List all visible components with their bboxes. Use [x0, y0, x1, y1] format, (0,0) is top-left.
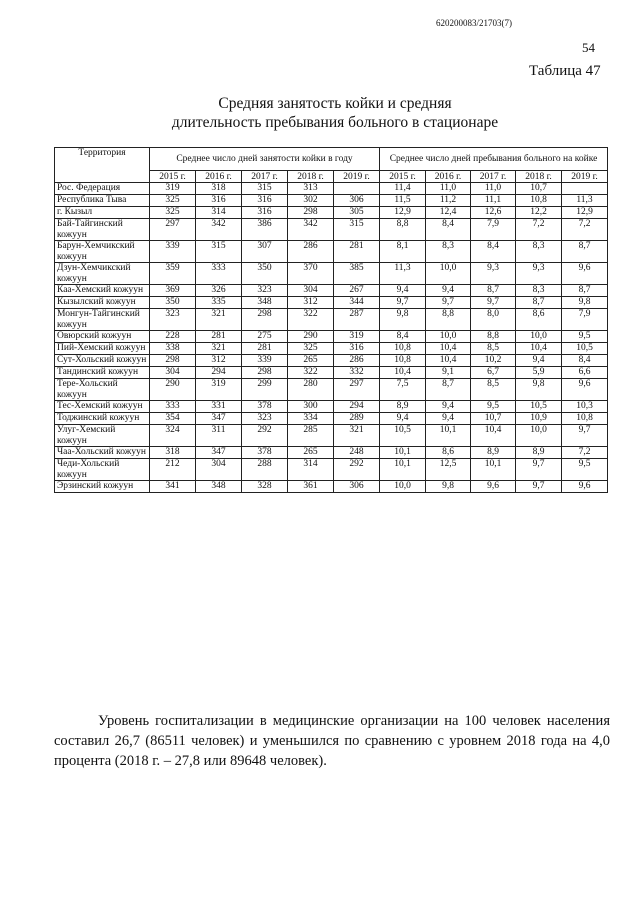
title-line-1: Средняя занятость койки и средняя	[218, 95, 452, 112]
bed-days-cell: 248	[334, 447, 380, 459]
stay-days-cell: 9,4	[426, 413, 471, 425]
table-row	[55, 207, 608, 219]
bed-days-cell: 292	[242, 425, 288, 447]
table-row	[55, 413, 608, 425]
bed-days-cell: 306	[334, 195, 380, 207]
page-number: 54	[582, 40, 595, 55]
bed-days-cell: 319	[334, 331, 380, 343]
stay-days-cell: 10,0	[426, 263, 471, 285]
table-label: Таблица 47	[529, 63, 601, 79]
stay-days-cell: 5,9	[516, 367, 562, 379]
bed-days-cell: 335	[196, 297, 242, 309]
year-header: 2019 г.	[334, 171, 380, 183]
bed-days-cell: 315	[242, 183, 288, 195]
bed-days-cell: 304	[196, 459, 242, 481]
bed-days-cell: 359	[150, 263, 196, 285]
summary-text: Уровень госпитализации в медицинские организации на 100 человек населения составил 26,7 (86511 человек) и уменьшился по сравнению с уровнем 2018 года на 4,0 процента (2018 г. – 27,8 или 89648 человек).	[54, 713, 610, 769]
stay-days-cell: 10,1	[380, 447, 426, 459]
stay-days-cell: 10,0	[426, 331, 471, 343]
bed-days-cell: 369	[150, 285, 196, 297]
stay-days-cell: 8,7	[516, 297, 562, 309]
stay-days-cell: 8,1	[380, 241, 426, 263]
stay-days-cell: 10,0	[516, 331, 562, 343]
stay-days-cell: 10,1	[380, 459, 426, 481]
bed-days-cell: 341	[150, 481, 196, 493]
header-patient-stay: Среднее число дней пребывания больного на койке	[380, 148, 608, 171]
bed-days-cell: 290	[150, 379, 196, 401]
bed-days-cell: 325	[288, 343, 334, 355]
stay-days-cell: 9,7	[380, 297, 426, 309]
stay-days-cell: 10,5	[562, 343, 608, 355]
stay-days-cell: 10,3	[562, 401, 608, 413]
bed-days-cell: 318	[150, 447, 196, 459]
doc-id: 620200083/21703(7)	[436, 18, 512, 28]
bed-days-cell: 322	[288, 367, 334, 379]
bed-days-cell: 304	[150, 367, 196, 379]
header-territory: Территория	[55, 148, 150, 183]
bed-days-cell: 265	[288, 355, 334, 367]
stay-days-cell: 10,9	[516, 413, 562, 425]
stay-days-cell: 10,7	[516, 183, 562, 195]
bed-days-cell: 298	[242, 367, 288, 379]
bed-days-cell: 322	[288, 309, 334, 331]
bed-days-cell: 325	[150, 207, 196, 219]
territory-cell: Барун-Хемчикский кожуун	[55, 241, 150, 263]
table-row	[55, 297, 608, 309]
bed-days-cell: 281	[242, 343, 288, 355]
bed-days-cell: 342	[288, 219, 334, 241]
bed-days-cell: 319	[196, 379, 242, 401]
bed-days-cell: 386	[242, 219, 288, 241]
bed-days-cell: 314	[288, 459, 334, 481]
territory-cell: Пий-Хемский кожуун	[55, 343, 150, 355]
stay-days-cell: 10,1	[426, 425, 471, 447]
bed-days-cell: 385	[334, 263, 380, 285]
bed-days-cell: 342	[196, 219, 242, 241]
bed-days-cell	[334, 183, 380, 195]
bed-days-cell: 212	[150, 459, 196, 481]
bed-days-cell: 348	[196, 481, 242, 493]
stay-days-cell: 9,7	[516, 459, 562, 481]
stay-days-cell: 10,4	[426, 355, 471, 367]
stay-days-cell: 8,9	[380, 401, 426, 413]
stay-days-cell: 8,8	[426, 309, 471, 331]
stay-days-cell: 10,8	[380, 343, 426, 355]
bed-days-cell: 265	[288, 447, 334, 459]
stay-days-cell: 11,3	[380, 263, 426, 285]
stay-days-cell: 9,5	[562, 459, 608, 481]
bed-days-cell: 326	[196, 285, 242, 297]
bed-days-cell: 313	[288, 183, 334, 195]
bed-days-cell: 339	[242, 355, 288, 367]
table-row	[55, 331, 608, 343]
bed-days-cell: 321	[196, 309, 242, 331]
bed-days-cell: 304	[288, 285, 334, 297]
header-bed-occupancy: Среднее число дней занятости койки в году	[150, 148, 380, 171]
bed-days-cell: 312	[196, 355, 242, 367]
stay-days-cell: 9,8	[516, 379, 562, 401]
bed-days-cell: 275	[242, 331, 288, 343]
stay-days-cell: 8,4	[380, 331, 426, 343]
bed-days-cell: 350	[242, 263, 288, 285]
stay-days-cell: 8,8	[471, 331, 516, 343]
bed-days-cell: 378	[242, 401, 288, 413]
bed-days-cell: 318	[196, 183, 242, 195]
stay-days-cell: 9,5	[562, 331, 608, 343]
bed-days-cell: 321	[196, 343, 242, 355]
stay-days-cell: 9,3	[471, 263, 516, 285]
territory-cell: Рос. Федерация	[55, 183, 150, 195]
summary-paragraph	[54, 711, 610, 771]
stay-days-cell: 8,3	[516, 285, 562, 297]
table-row	[55, 459, 608, 481]
stay-days-cell: 12,4	[426, 207, 471, 219]
stay-days-cell: 6,6	[562, 367, 608, 379]
stay-days-cell: 9,8	[562, 297, 608, 309]
stay-days-cell: 9,7	[426, 297, 471, 309]
stay-days-cell: 9,8	[426, 481, 471, 493]
bed-days-cell: 331	[196, 401, 242, 413]
stay-days-cell: 10,0	[380, 481, 426, 493]
stay-days-cell: 9,4	[516, 355, 562, 367]
stay-days-cell: 8,4	[471, 241, 516, 263]
stay-days-cell: 10,8	[380, 355, 426, 367]
bed-days-cell: 348	[242, 297, 288, 309]
bed-days-cell: 344	[334, 297, 380, 309]
stay-days-cell: 11,3	[562, 195, 608, 207]
stay-days-cell	[562, 183, 608, 195]
stay-days-cell: 8,4	[426, 219, 471, 241]
table-row	[55, 285, 608, 297]
year-header: 2016 г.	[426, 171, 471, 183]
hospital-stay-table	[54, 147, 608, 493]
bed-days-cell: 294	[334, 401, 380, 413]
bed-days-cell: 307	[242, 241, 288, 263]
bed-days-cell: 370	[288, 263, 334, 285]
bed-days-cell: 280	[288, 379, 334, 401]
stay-days-cell: 10,5	[380, 425, 426, 447]
table-row	[55, 481, 608, 493]
year-header: 2015 г.	[150, 171, 196, 183]
bed-days-cell: 347	[196, 447, 242, 459]
table-row	[55, 263, 608, 285]
stay-days-cell: 8,9	[516, 447, 562, 459]
bed-days-cell: 297	[150, 219, 196, 241]
territory-cell: Овюрский кожуун	[55, 331, 150, 343]
bed-days-cell: 321	[334, 425, 380, 447]
stay-days-cell: 11,5	[380, 195, 426, 207]
bed-days-cell: 290	[288, 331, 334, 343]
bed-days-cell: 315	[196, 241, 242, 263]
stay-days-cell: 9,5	[471, 401, 516, 413]
stay-days-cell: 12,6	[471, 207, 516, 219]
bed-days-cell: 378	[242, 447, 288, 459]
bed-days-cell: 286	[334, 355, 380, 367]
stay-days-cell: 7,2	[562, 447, 608, 459]
stay-days-cell: 10,7	[471, 413, 516, 425]
stay-days-cell: 10,4	[516, 343, 562, 355]
bed-days-cell: 285	[288, 425, 334, 447]
stay-days-cell: 10,8	[562, 413, 608, 425]
bed-days-cell: 298	[288, 207, 334, 219]
stay-days-cell: 9,6	[562, 379, 608, 401]
stay-days-cell: 9,7	[471, 297, 516, 309]
stay-days-cell: 10,4	[426, 343, 471, 355]
title-line-2: длительность пребывания больного в стационаре	[171, 114, 499, 131]
bed-days-cell: 281	[334, 241, 380, 263]
territory-cell: Кызылский кожуун	[55, 297, 150, 309]
stay-days-cell: 12,2	[516, 207, 562, 219]
bed-days-cell: 325	[150, 195, 196, 207]
year-header: 2016 г.	[196, 171, 242, 183]
bed-days-cell: 294	[196, 367, 242, 379]
bed-days-cell: 316	[242, 207, 288, 219]
territory-cell: Каа-Хемский кожуун	[55, 285, 150, 297]
stay-days-cell: 10,4	[471, 425, 516, 447]
stay-days-cell: 10,8	[516, 195, 562, 207]
bed-days-cell: 314	[196, 207, 242, 219]
stay-days-cell: 8,3	[516, 241, 562, 263]
stay-days-cell: 9,4	[380, 285, 426, 297]
stay-days-cell: 9,4	[426, 401, 471, 413]
stay-days-cell: 10,5	[516, 401, 562, 413]
table-row	[55, 343, 608, 355]
stay-days-cell: 7,5	[380, 379, 426, 401]
bed-days-cell: 312	[288, 297, 334, 309]
stay-days-cell: 9,6	[562, 263, 608, 285]
bed-days-cell: 339	[150, 241, 196, 263]
territory-cell: Тес-Хемский кожуун	[55, 401, 150, 413]
bed-days-cell: 299	[242, 379, 288, 401]
bed-days-cell: 361	[288, 481, 334, 493]
stay-days-cell: 7,9	[471, 219, 516, 241]
bed-days-cell: 286	[288, 241, 334, 263]
bed-days-cell: 323	[150, 309, 196, 331]
territory-cell: Тандинский кожуун	[55, 367, 150, 379]
stay-days-cell: 9,4	[380, 413, 426, 425]
bed-days-cell: 316	[334, 343, 380, 355]
bed-days-cell: 324	[150, 425, 196, 447]
bed-days-cell: 292	[334, 459, 380, 481]
year-header: 2019 г.	[562, 171, 608, 183]
bed-days-cell: 289	[334, 413, 380, 425]
stay-days-cell: 11,0	[426, 183, 471, 195]
territory-cell: Тоджинский кожуун	[55, 413, 150, 425]
territory-cell: Чеди-Хольский кожуун	[55, 459, 150, 481]
bed-days-cell: 315	[334, 219, 380, 241]
bed-days-cell: 300	[288, 401, 334, 413]
stay-days-cell: 11,4	[380, 183, 426, 195]
territory-cell: г. Кызыл	[55, 207, 150, 219]
year-header: 2017 г.	[471, 171, 516, 183]
stay-days-cell: 12,9	[380, 207, 426, 219]
table-row	[55, 183, 608, 195]
bed-days-cell: 334	[288, 413, 334, 425]
stay-days-cell: 9,7	[516, 481, 562, 493]
territory-cell: Сут-Хольский кожуун	[55, 355, 150, 367]
table-row	[55, 425, 608, 447]
bed-days-cell: 316	[196, 195, 242, 207]
stay-days-cell: 7,9	[562, 309, 608, 331]
bed-days-cell: 316	[242, 195, 288, 207]
stay-days-cell: 8,6	[516, 309, 562, 331]
stay-days-cell: 7,2	[562, 219, 608, 241]
bed-days-cell: 323	[242, 413, 288, 425]
stay-days-cell: 8,7	[562, 241, 608, 263]
territory-cell: Монгун-Тайгинский кожуун	[55, 309, 150, 331]
bed-days-cell: 347	[196, 413, 242, 425]
year-header: 2018 г.	[516, 171, 562, 183]
table-row	[55, 401, 608, 413]
table-row	[55, 219, 608, 241]
territory-cell: Республика Тыва	[55, 195, 150, 207]
bed-days-cell: 302	[288, 195, 334, 207]
stay-days-cell: 7,2	[516, 219, 562, 241]
bed-days-cell: 338	[150, 343, 196, 355]
bed-days-cell: 298	[242, 309, 288, 331]
stay-days-cell: 6,7	[471, 367, 516, 379]
table-row	[55, 367, 608, 379]
stay-days-cell: 10,0	[516, 425, 562, 447]
stay-days-cell: 9,4	[426, 285, 471, 297]
territory-cell: Тере-Хольский кожуун	[55, 379, 150, 401]
stay-days-cell: 8,3	[426, 241, 471, 263]
territory-cell: Чаа-Хольский кожуун	[55, 447, 150, 459]
stay-days-cell: 9,8	[380, 309, 426, 331]
bed-days-cell: 228	[150, 331, 196, 343]
bed-days-cell: 333	[196, 263, 242, 285]
stay-days-cell: 9,6	[471, 481, 516, 493]
territory-cell: Бай-Тайгинский кожуун	[55, 219, 150, 241]
bed-days-cell: 281	[196, 331, 242, 343]
stay-days-cell: 8,6	[426, 447, 471, 459]
stay-days-cell: 8,5	[471, 343, 516, 355]
stay-days-cell: 10,2	[471, 355, 516, 367]
bed-days-cell: 267	[334, 285, 380, 297]
bed-days-cell: 333	[150, 401, 196, 413]
stay-days-cell: 8,8	[380, 219, 426, 241]
bed-days-cell: 288	[242, 459, 288, 481]
bed-days-cell: 297	[334, 379, 380, 401]
stay-days-cell: 8,0	[471, 309, 516, 331]
stay-days-cell: 8,7	[471, 285, 516, 297]
bed-days-cell: 305	[334, 207, 380, 219]
year-header: 2017 г.	[242, 171, 288, 183]
stay-days-cell: 8,7	[562, 285, 608, 297]
territory-cell: Улуг-Хемский кожуун	[55, 425, 150, 447]
year-header: 2015 г.	[380, 171, 426, 183]
stay-days-cell: 11,1	[471, 195, 516, 207]
stay-days-cell: 12,5	[426, 459, 471, 481]
table-row	[55, 355, 608, 367]
territory-cell: Эрзинский кожуун	[55, 481, 150, 493]
stay-days-cell: 10,4	[380, 367, 426, 379]
bed-days-cell: 332	[334, 367, 380, 379]
bed-days-cell: 298	[150, 355, 196, 367]
bed-days-cell: 306	[334, 481, 380, 493]
stay-days-cell: 10,1	[471, 459, 516, 481]
bed-days-cell: 350	[150, 297, 196, 309]
stay-days-cell: 9,1	[426, 367, 471, 379]
table-row	[55, 447, 608, 459]
stay-days-cell: 8,5	[471, 379, 516, 401]
table-row	[55, 241, 608, 263]
territory-cell: Дзун-Хемчикский кожуун	[55, 263, 150, 285]
stay-days-cell: 9,6	[562, 481, 608, 493]
stay-days-cell: 8,9	[471, 447, 516, 459]
stay-days-cell: 11,0	[471, 183, 516, 195]
table-row	[55, 309, 608, 331]
table-title	[140, 94, 530, 132]
year-header: 2018 г.	[288, 171, 334, 183]
bed-days-cell: 311	[196, 425, 242, 447]
bed-days-cell: 319	[150, 183, 196, 195]
table-row	[55, 379, 608, 401]
stay-days-cell: 12,9	[562, 207, 608, 219]
stay-days-cell: 9,7	[562, 425, 608, 447]
stay-days-cell: 8,7	[426, 379, 471, 401]
stay-days-cell: 9,3	[516, 263, 562, 285]
stay-days-cell: 11,2	[426, 195, 471, 207]
table-row	[55, 195, 608, 207]
stay-days-cell: 8,4	[562, 355, 608, 367]
bed-days-cell: 354	[150, 413, 196, 425]
bed-days-cell: 287	[334, 309, 380, 331]
bed-days-cell: 323	[242, 285, 288, 297]
bed-days-cell: 328	[242, 481, 288, 493]
